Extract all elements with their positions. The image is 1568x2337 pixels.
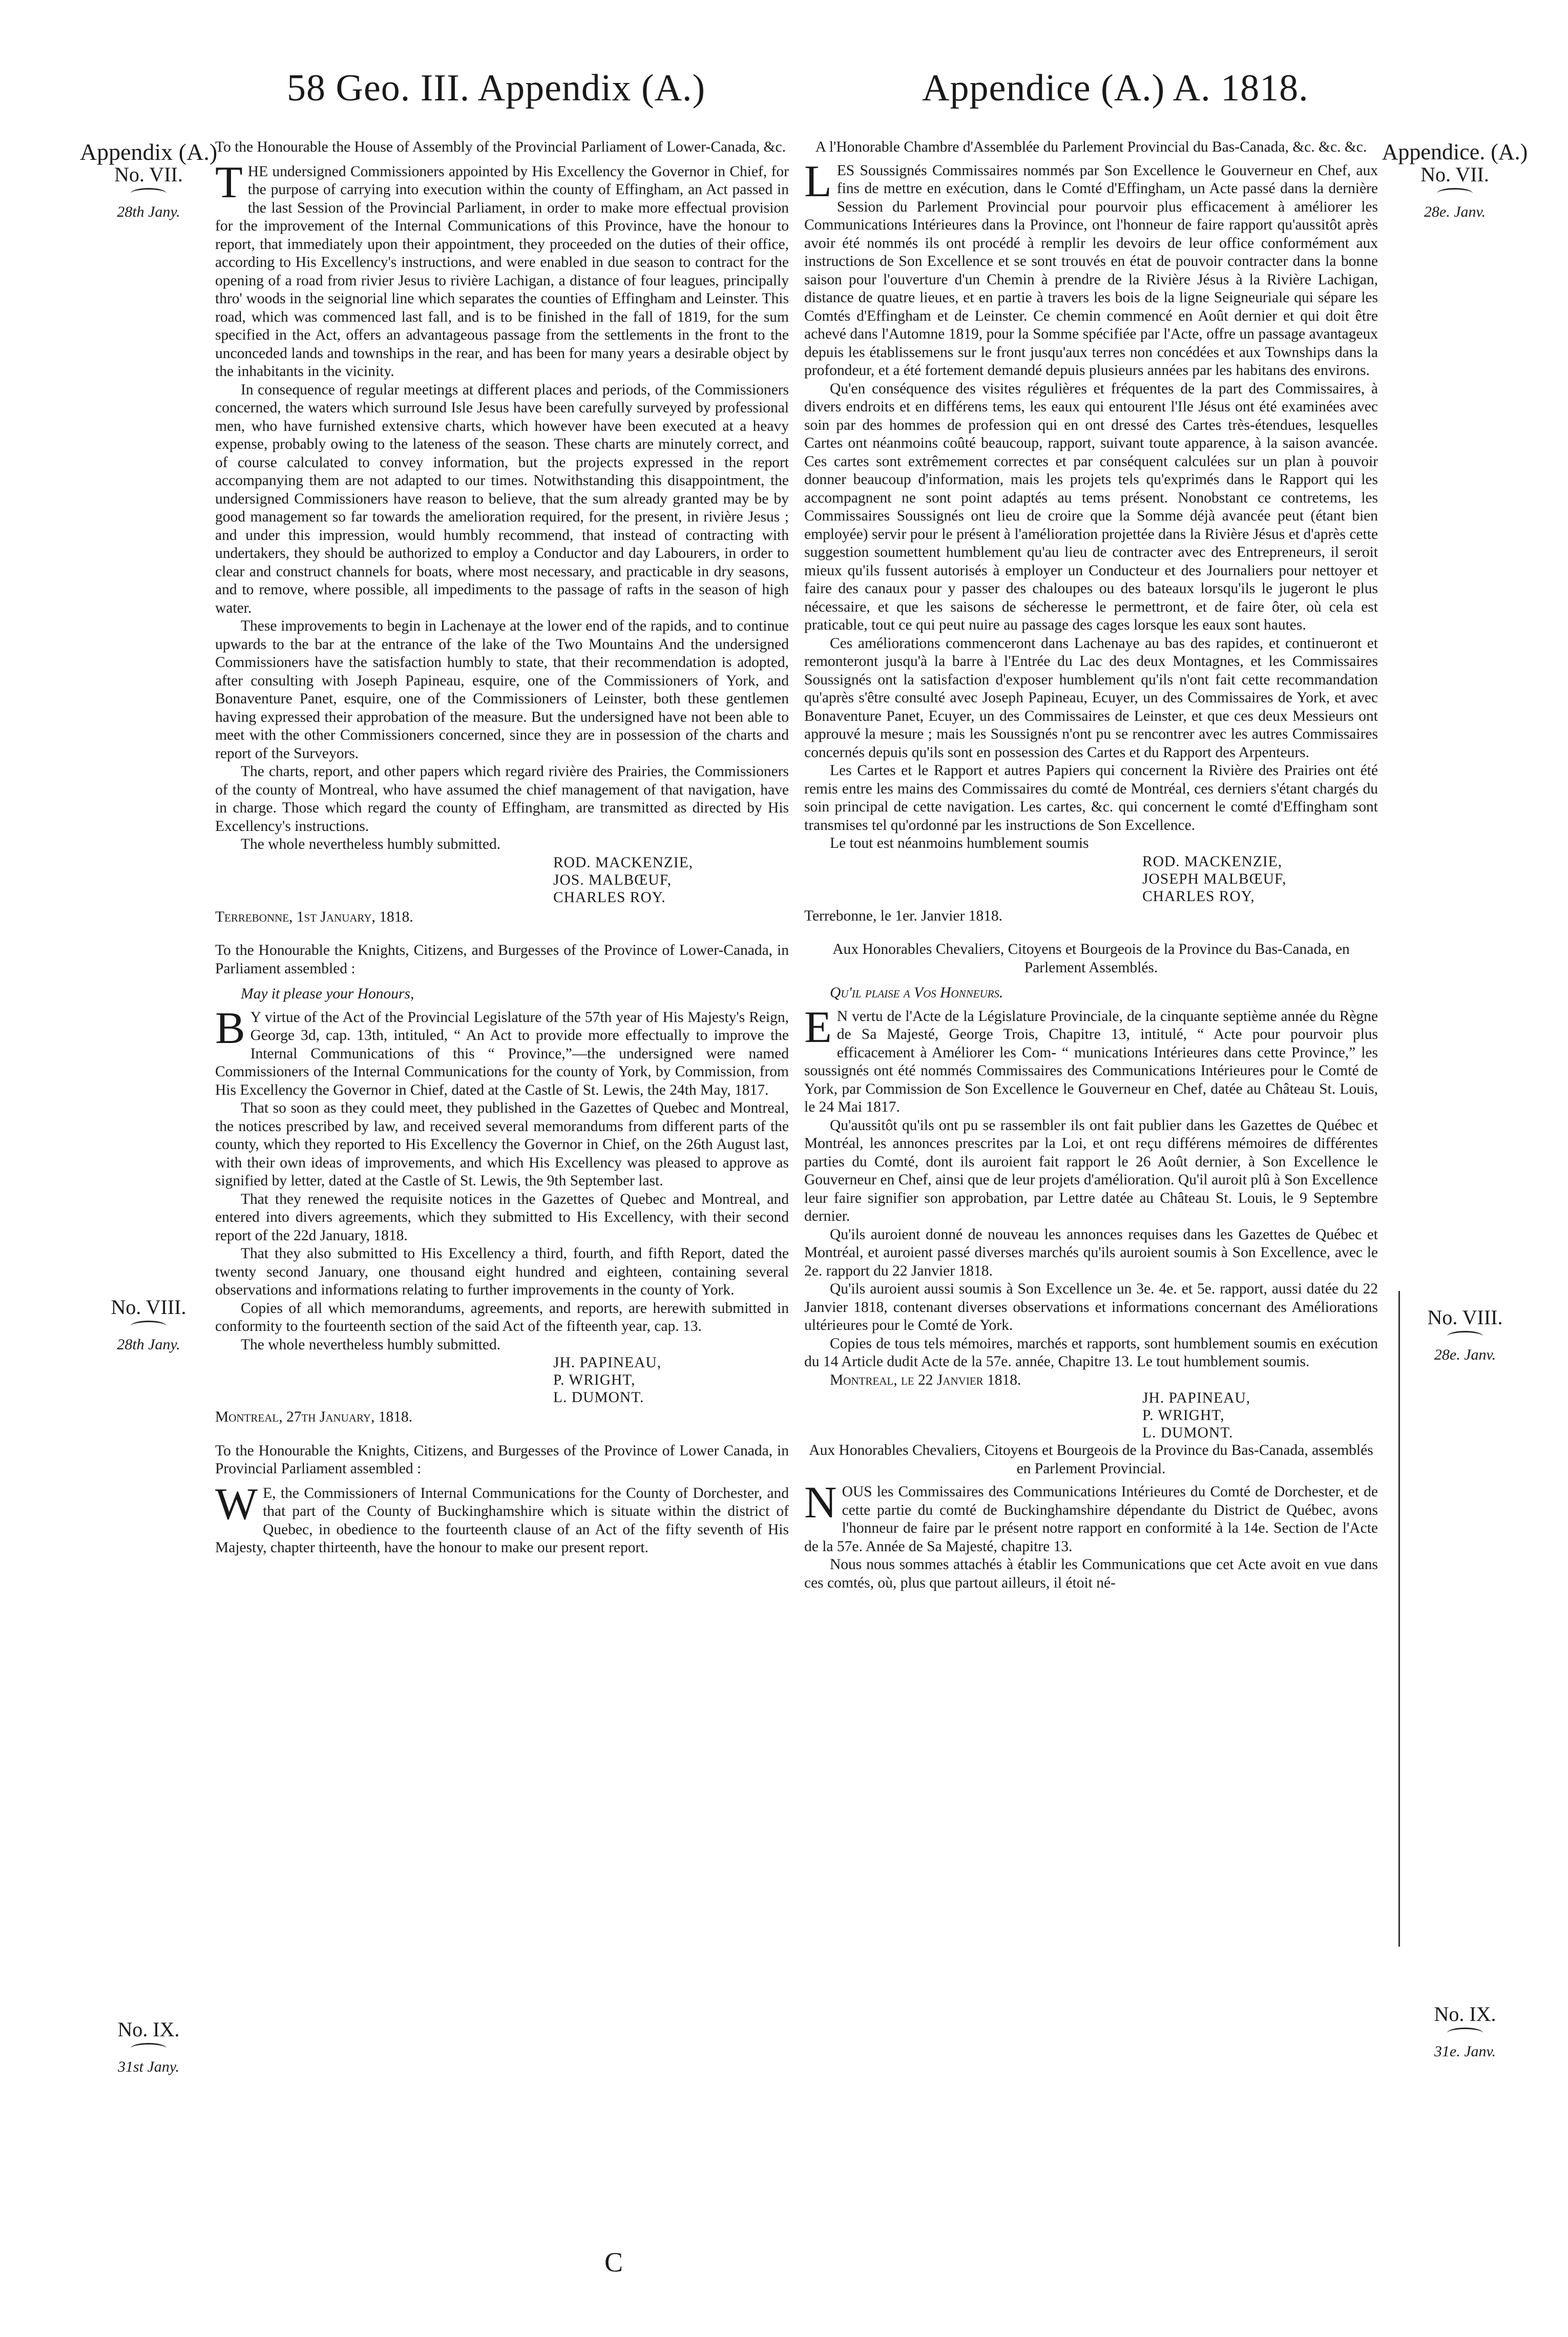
margin-number: No. VII. <box>114 163 183 186</box>
margin-number: No. IX. <box>1434 2002 1496 2026</box>
flourish-mark <box>131 188 166 199</box>
margin-note-left-viii <box>77 1296 220 1356</box>
paragraph: That they also submitted to His Excellency a third, fourth, and fifth Report, dated the twenty second January, one thousand eight hundred and eighteen, containing several observations and informations relating to further improvements in the county of York. <box>215 1245 789 1298</box>
margin-number: No. VII. <box>1420 163 1489 186</box>
signature: P. WRIGHT, <box>1142 1407 1225 1424</box>
address-viii: To the Honourable the Knights, Citizens, and Burgesses of the Province of Lower-Canada, in Parliament assembled : <box>215 942 789 977</box>
signature: L. DUMONT. <box>553 1389 644 1406</box>
flourish-mark <box>131 2043 166 2054</box>
margin-label: Appendix (A.) <box>79 139 218 165</box>
place-date: Terrebonne, le 1er. Janvier 1818. <box>804 907 1003 924</box>
flourish-mark <box>131 1321 166 1331</box>
drop-cap: W <box>215 1479 258 1529</box>
signature: CHARLES ROY, <box>1142 888 1255 905</box>
margin-date: 28e. Janv. <box>1424 203 1486 220</box>
address-ix: Aux Honorables Chevaliers, Citoyens et Bourgeois de la Province du Bas-Canada, assemblés en Parlement Provincial. <box>809 1442 1373 1477</box>
margin-note-right-viii <box>1393 1306 1537 1366</box>
paragraph: That they renewed the requisite notices in the Gazettes of Quebec and Montreal, and entered into divers agreements, which they submitted to His Excellency, with their second report of the 22d January, 1818. <box>215 1191 789 1244</box>
paragraph: These improvements to begin in Lachenaye at the lower end of the rapids, and to continue upwards to the bar at the entrance of the lake of the Two Mountains And the undersigned Commissioners have the satisfaction humbly to state, that their recommendation is adopted, after consulting with Joseph Papineau, esquire, one of the Commissioners of York, and Bonaventure Panet, esquire, one of the Commissioners of Leinster, both these gentlemen having expressed their approbation of the measure. But the undersigned have not been able to meet with the other Commissioners concerned, since they are in possession of the charts and report of the Surveyors. <box>215 618 789 762</box>
paragraph: Ces améliorations commenceront dans Lachenaye au bas des rapides, et continueront et remonteront jusqu'à la barre à l'Entrée du Lac des deux Montagnes, et les Commissaires Soussignés ont la satisfaction d'exposer humblement qu'ils n'ont fait cette recommandation qu'après s'être consulté avec Joseph Papineau, Ecuyer, un des Commissaires de York, et avec Bonaventure Panet, Ecuyer, un des Commissaires de Leinster, et que ces deux Messieurs ont approuvé la mesure ; mais les Soussignés n'ont pu se rencontrer avec les autres Commissaires concernés depuis qu'ils sont en possession des Cartes et du Rapport des Arpenteurs. <box>804 635 1378 761</box>
paragraph: Copies of all which memorandums, agreements, and reports, are herewith submitted in conformity to the fourteenth section of the said Act of the fifteenth year, cap. 13. <box>215 1300 789 1334</box>
signature: L. DUMONT. <box>1142 1425 1234 1441</box>
signature: JH. PAPINEAU, <box>1142 1390 1251 1406</box>
place-date: Montreal, le 22 Janvier 1818. <box>830 1371 1021 1388</box>
salutation: May it please your Honours, <box>241 986 414 1002</box>
signature: ROD. MACKENZIE, <box>1142 853 1283 870</box>
paragraph: Qu'aussitôt qu'ils ont pu se rassembler ils ont fait publier dans les Gazettes de Québec et Montréal, les annonces prescrites par la Loi, et ont reçu différens mémoires de différentes parties du Comté, dont ils auroient fait rapport le 26 Août dernier, à Son Excellence le Gouverneur en Chef, ainsi que de leur projets d'amélioration. Qu'il auroit plû à Son Excellence leur faire signifier son approbation, par Lettre datée au Château St. Louis, le 9 Septembre dernier. <box>804 1117 1378 1224</box>
margin-date: 28th Jany. <box>117 203 180 220</box>
flourish-mark <box>1437 188 1473 199</box>
paragraph: That so soon as they could meet, they published in the Gazettes of Quebec and Montreal, the notices prescribed by law, and received several memorandums from different parts of the county, which they reported to His Excellency the Governor in Chief, on the 26th August last, with their own ideas of improvements, and which His Excellency was pleased to approve as signified by letter, dated at the Castle of St. Lewis, the 9th September last. <box>215 1100 789 1189</box>
signature: JOSEPH MALBŒUF, <box>1142 870 1287 887</box>
address-ix: To the Honourable the Knights, Citizens, and Burgesses of the Province of Lower Canada, in Provincial Parliament assembled : <box>215 1442 789 1477</box>
margin-label: Appendice. (A.) <box>1382 139 1528 164</box>
margin-date: 28th Jany. <box>117 1336 180 1353</box>
drop-cap: E <box>804 1002 832 1052</box>
margin-note-right-vii <box>1378 141 1532 223</box>
paragraph: B Y virtue of the Act of the Provincial Legislature of the 57th year of His Majesty's Reign, George 3d, cap. 13th, intituled, “ An Act to provide more effectually to improve the Internal Communications of this “ Province,”—the undersigned were named Commissioners of the Internal Communications for the county of York, by Commission, from His Excellency the Governor in Chief, dated at the Castle of St. Lewis, the 24th May, 1817. <box>215 1003 789 1098</box>
margin-date: 31st Jany. <box>118 2058 179 2075</box>
paragraph: THE undersigned Commissioners appointed by His Excellency the Governor in Chief, for the purpose of carrying into execution within the county of Effingham, an Act passed in the last Session of the Provincial Parliament, in order to make more effectual provision for the improvement of the Internal Communications of this Province, have the honour to report, that immediately upon their appointment, they proceeded on the duties of their office, according to His Excellency's instructions, and were enabled in due season to contract for the opening of a road from rivier Jesus to rivière Lachigan, a distance of four leagues, principally thro' woods in the seignorial line which separates the counties of Effingham and Leinster. This road, which was commenced last fall, and is to be finished in the fall of 1819, for the sum specified in the Act, offers an advantageous passage from the settlements in the front to the unconceded lands and townships in the rear, and has been for many years a desirable object by the inhabitants in the vicinity. <box>215 157 789 380</box>
signature: P. WRIGHT, <box>553 1372 636 1388</box>
paragraph: Qu'en conséquence des visites régulières et fréquentes de la part des Commissaires, à divers endroits et en différens tems, les eaux qui entourent l'Ile Jésus ont été examinées avec soin par des hommes de profession qui en ont dressé des Cartes très-étendues, lesquelles Cartes ont néanmoins coûté beaucoup, rapport, suivant toute apparence, à la saison avancée. Ces cartes sont extrêmement correctes et par conséquent calculées sur un plan à pouvoir donner beaucoup d'information, mais les projets tels qu'exprimés dans le Rapport qui les accompagnent ne sont point adaptés au tems présent. Nonobstant ce contretems, les Commissaires Soussignés ont lieu de croire que la Somme déjà avancée peut (étant bien employée) servir pour le présent à l'amélioration projettée dans la Rivière Jésus et d'après cette suggestion soumettent humblement qu'au lieu de contracter avec des Entrepreneurs, il seroit mieux qu'ils fussent autorisés à employer un Conducteur et des Journaliers pour nettoyer et faire des canaux pour y passer des chaloupes ou des bateaux lorsqu'ils le jugeront le plus nécessaire, et que les saisons de sécheresse le permettront, et de faire ôter, où cela est praticable, tout ce qui peut nuire au passage des cages lorsque les eaux sont hautes. <box>804 380 1378 633</box>
flourish-mark <box>1447 2028 1483 2038</box>
paragraph: Le tout est néanmoins humblement soumis <box>830 835 1089 851</box>
paragraph: Copies de tous tels mémoires, marchés et rapports, sont humblement soumis en exécution du 14 Article dudit Acte de la 57e. année, Chapitre 13. Le tout humblement soumis. <box>804 1335 1378 1370</box>
bracket-line <box>1388 1291 1400 1947</box>
english-column <box>215 138 789 1557</box>
margin-date: 28e. Janv. <box>1434 1346 1496 1363</box>
paragraph: The charts, report, and other papers which regard rivière des Prairies, the Commissioners of the county of Montreal, who have assumed the chief management of that navigation, have in charge. Those which regard the county of Effingham, are transmitted as directed by His Excellency's instructions. <box>215 763 789 834</box>
signature-mark: C <box>604 2247 623 2278</box>
flourish-mark <box>1447 1331 1483 1342</box>
paragraph: LES Soussignés Commissaires nommés par Son Excellence le Gouverneur en Chef, aux fins de mettre en exécution, dans le Comté d'Effingham, un Acte passé dans la dernière Session du Parlement Provincial pour pourvoir plus efficacement à améliorer les Communications Intérieures dans la Province, ont l'honneur de faire rapport qu'aussitôt après avoir été nommés ils ont procédé à remplir les devoirs de leur office conformément aux instructions de Son Excellence et se sont trouvés en état de pouvoir contracter dans la bonne saison pour l'ouverture d'un Chemin à prendre de la Rivière Jésus à la Rivière Lachigan, distance de quatre lieues, et en partie à travers les bois de la ligne Seigneuriale qui sépare les Comtés d'Effingham et de Leinster. Ce chemin commencé en Août dernier et qui doit être achevé dans l'Automne 1819, pour la Somme spécifiée par l'Acte, offre un passage avantageux depuis les établissemens sur le front jusqu'aux terres non concédées et aux Townships dans la profondeur, et a été fortement demandé depuis plusieurs années par les habitans des environs. <box>804 156 1378 379</box>
salutation: Qu'il plaise a Vos Honneurs. <box>830 985 1003 1001</box>
margin-note-right-ix <box>1393 2003 1537 2063</box>
signature: JOS. MALBŒUF, <box>553 871 672 888</box>
drop-cap: N <box>804 1478 837 1528</box>
place-date: Montreal, 27th January, 1818. <box>215 1409 413 1425</box>
margin-date: 31e. Janv. <box>1434 2043 1496 2060</box>
right-running-title: Appendice (A.) A. 1818. <box>922 67 1309 109</box>
drop-cap: B <box>215 1003 245 1053</box>
address-viii: Aux Honorables Chevaliers, Citoyens et Bourgeois de la Province du Bas-Canada, en Parlement Assemblés. <box>832 941 1350 976</box>
french-column <box>804 138 1378 1592</box>
margin-note-left-vii <box>72 141 225 223</box>
paragraph: In consequence of regular meetings at different places and periods, of the Commissioners concerned, the waters which surround Isle Jesus have been carefully surveyed by professional men, who have furnished extensive charts, which however have been executed at a heavy expense, probably owing to the lateness of the season. These charts are minutely correct, and of course calculated to convey information, but the projects expressed in the report accompanying them are not adapted to our times. Notwithstanding this disappointment, the undersigned Commissioners have reason to believe, that the sum already granted may be by good management so far towards the amelioration required, for the present, in rivière Jesus ; and under this impression, would humbly recommend, that instead of contracting with undertakers, they should be authorized to employ a Conductor and day Labourers, in order to clear and construct channels for boats, where most necessary, and practicable in dry seasons, and to remove, where possible, all impediments to the passage of rafts in the season of high water. <box>215 381 789 616</box>
signature: ROD. MACKENZIE, <box>553 854 694 871</box>
address-vii: A l'Honorable Chambre d'Assemblée du Parlement Provincial du Bas-Canada, &c. &c. &c. <box>815 139 1367 155</box>
paragraph: The whole nevertheless humbly submitted. <box>241 836 501 852</box>
paragraph: Nous nous sommes attachés à établir les Communications que cet Acte avoit en vue dans ces comtés, où, plus que partout ailleurs, il étoit né- <box>804 1556 1378 1591</box>
drop-cap: T <box>215 157 243 207</box>
paragraph: E N vertu de l'Acte de la Législature Provinciale, de la cinquante septième année du Règne de Sa Majesté, George Trois, Chapitre 13, intitulé, “ Acte pour pourvoir plus efficacement à Améliorer les Com- “ munications Intérieures dans cette Province,” les soussignés ont été nommés Commissaires des Communications Intérieures pour le Comté de York, par Commission de Son Excellence le Gouverneur en Chef, datée au Château St. Louis, le 24 Mai 1817. <box>804 1002 1378 1115</box>
place-date: Terrebonne, 1st January, 1818. <box>215 908 413 925</box>
margin-number: No. VIII. <box>1427 1306 1503 1329</box>
signature: CHARLES ROY. <box>553 889 666 906</box>
paragraph: W E, the Commissioners of Internal Communications for the County of Dorchester, and that part of the County of Buckinghamshire which is situate within the district of Quebec, in obedience to the fourteenth clause of an Act of the fifty seventh of His Majesty, chapter thirteenth, have the honour to make our present report. <box>215 1479 789 1556</box>
paragraph: Qu'ils auroient aussi soumis à Son Excellence un 3e. 4e. et 5e. rapport, aussi datée du 22 Janvier 1818, contenant diverses observations et informations concernant des Améliorations ultérieures pour le Comté de York. <box>804 1281 1378 1333</box>
paragraph: Qu'ils auroient donné de nouveau les annonces requises dans les Gazettes de Québec et Montréal, et auroient passé diverses marchés qu'ils auroient soumis à Son Excellence, avec le 2e. rapport du 22 Janvier 1818. <box>804 1226 1378 1279</box>
paragraph: NOUS les Commissaires des Communications Intérieures du Comté de Dorchester, et de cette partie du comté de Buckinghamshire dépendante du District de Québec, avons l'honneur de faire par le présent notre rapport en conformité à la 14e. Section de l'Acte de la 57e. Année de Sa Majesté, chapitre 13. <box>804 1478 1378 1555</box>
paragraph: The whole nevertheless humbly submitted. <box>241 1336 501 1353</box>
left-running-title: 58 Geo. III. Appendix (A.) <box>287 67 706 109</box>
signature: JH. PAPINEAU, <box>553 1354 662 1371</box>
drop-cap: L <box>804 156 832 206</box>
paragraph: Les Cartes et le Rapport et autres Papiers qui concernent la Rivière des Prairies ont été remis entre les mains des Commissaires du comté de Montréal, ces derniers s'étant chargés du soin principal de cette navigation. Les cartes, &c. qui concernent le comté d'Effingham sont transmises tel qu'ordonné par les instructions de Son Excellence. <box>804 762 1378 833</box>
margin-number: No. VIII. <box>111 1296 186 1319</box>
address-vii: To the Honourable the House of Assembly of the Provincial Parliament of Lower-Canada, &c. <box>215 139 786 155</box>
margin-note-left-ix <box>77 2018 220 2078</box>
margin-number: No. IX. <box>117 2018 180 2041</box>
